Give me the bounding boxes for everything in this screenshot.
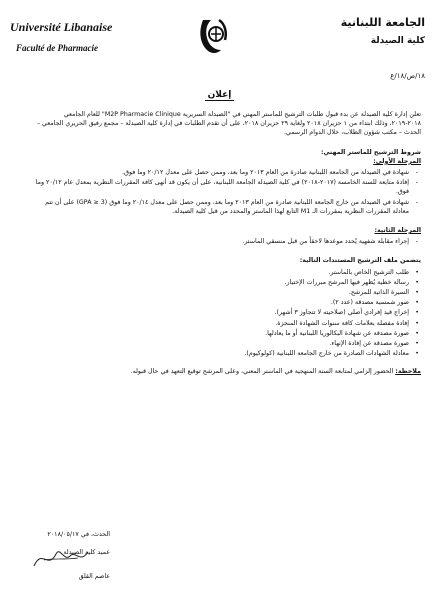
stage1-list (34, 168, 421, 216)
document-item: • رسالة خطية يُظهر فيها المرشح مبررات الإختيار. (34, 278, 409, 287)
signature-title: عميد كلية الصيدلة (63, 549, 110, 556)
stage1-item: - إفادة متابعة للسنة الخامسة (٢٠١٧-٢٠١٨) في كلية الصيدلة الجامعة اللبنانية، على أن يكون قد أنهى كافة المقررات النظرية بمعدل عام ٢٠/١٢ وما فوق. (34, 178, 409, 196)
conditions-section (34, 148, 421, 216)
documents-section (34, 256, 421, 358)
stage2-list (34, 237, 421, 246)
document-item: • السيرة الذاتية للمرشح. (34, 288, 409, 297)
document-item: • طلب الترشيح الخاص بالماستر. (34, 268, 409, 277)
announcement-title (0, 90, 439, 100)
stage2-heading: المرحلة الثانية: (374, 227, 421, 235)
stage1-item: - شهادة في الصيدلة من خارج الجامعة اللبنانية صادرة من العام ٢٠١٣ وما بعد، وممن حصل على معدل ٢٠/١٤ وما فوق (GPA ≥ 3) على أن تتم معادلة المقررات النظرية بمقررات الـ M1 التابع لهذا الماستر والمحدد من قبل كلية الصيدلة. (34, 198, 409, 216)
reference-number: ١٨/ص/١٨/ع (390, 72, 425, 80)
handwritten-signature (30, 540, 92, 574)
note-label: ملاحظة: (395, 368, 421, 376)
signature-date: الحدث، في ٢٠١٨/٠٥/١٧ (47, 531, 110, 538)
intro-paragraph: تعلن إدارة كلية الصيدلة عن بدء قبول طلبات الترشيح للماستر المهني في "الصيدلة السريرية M2P Pharmacie Clinique" للعام الجامعي ٢٠١٨-٢٠١٩، وذلك ابتداء من ١ حزيران ٢٠١٨ ولغاية ٢٩ حزيران ٢٠١٨، على أن تقدم الطلبات في إدارة كلية الصيدلة – مجمع رفيق الحريري الجامعي – الحدث – مكتب شؤون الطلاب، خلال الدوام الرسمي. (36, 111, 421, 137)
note-text: الحضور إلزامي لمتابعة السنة المنهجية في الماستر المعني، وعلى المرشح توقيع التعهد في حال قبوله. (130, 368, 394, 376)
document-item: • إخراج قيد إفرادي أصلي (صلاحيته لا تتجاوز ٣ أشهر). (34, 308, 409, 317)
announcement-title-text: إعلان (205, 90, 235, 101)
documents-heading: يتضمن ملف الترشيح المستندات التالية: (299, 257, 421, 265)
documents-list (34, 268, 421, 359)
stage1-item: - شهادة في الصيدلة من الجامعة اللبنانية صادرة من العام ٢٠١٣ وما بعد، وممن حصل على معدل ٢٠/١٢ وما فوق. (34, 168, 409, 177)
document-item: • معادلة الشهادات الصادرة من خارج الجامعة اللبنانية (كولوكيوم). (34, 349, 409, 358)
signature-name: عاصم القلق (78, 573, 110, 580)
university-logo (197, 16, 229, 56)
note (34, 367, 421, 376)
header-french (10, 20, 140, 53)
faculty-name-fr: Faculté de Pharmacie (16, 43, 98, 53)
university-name-ar: الجامعة اللبنانية (340, 16, 425, 29)
document-item: • صورة مصدقة عن شهادة البكالوريا اللبنانية أو ما يعادلها. (34, 329, 409, 338)
faculty-name-ar: كلية الصيدلة (370, 36, 425, 46)
document-item: • صور شمسية مصدقة (عدد ٢). (34, 298, 409, 307)
university-name-fr: Université Libanaise (10, 20, 113, 34)
document-item: • صورة مصدقة عن إفادة الإنهاء. (34, 339, 409, 348)
document-item: • إفادة مفصلة بعلامات كافة سنوات الشهادة المنجزة. (34, 319, 409, 328)
announcement-body (34, 110, 421, 377)
stage1-heading: المرحلة الأولى: (373, 157, 421, 165)
stage2-section (34, 226, 421, 246)
stage2-item: - إجراء مقابلة شفهية يُحدد موعدها لاحقاً من قبل منسقي الماستر. (34, 237, 409, 246)
conditions-heading: شروط الترشيح للماستر المهني: (320, 148, 421, 156)
header-arabic (315, 16, 425, 46)
